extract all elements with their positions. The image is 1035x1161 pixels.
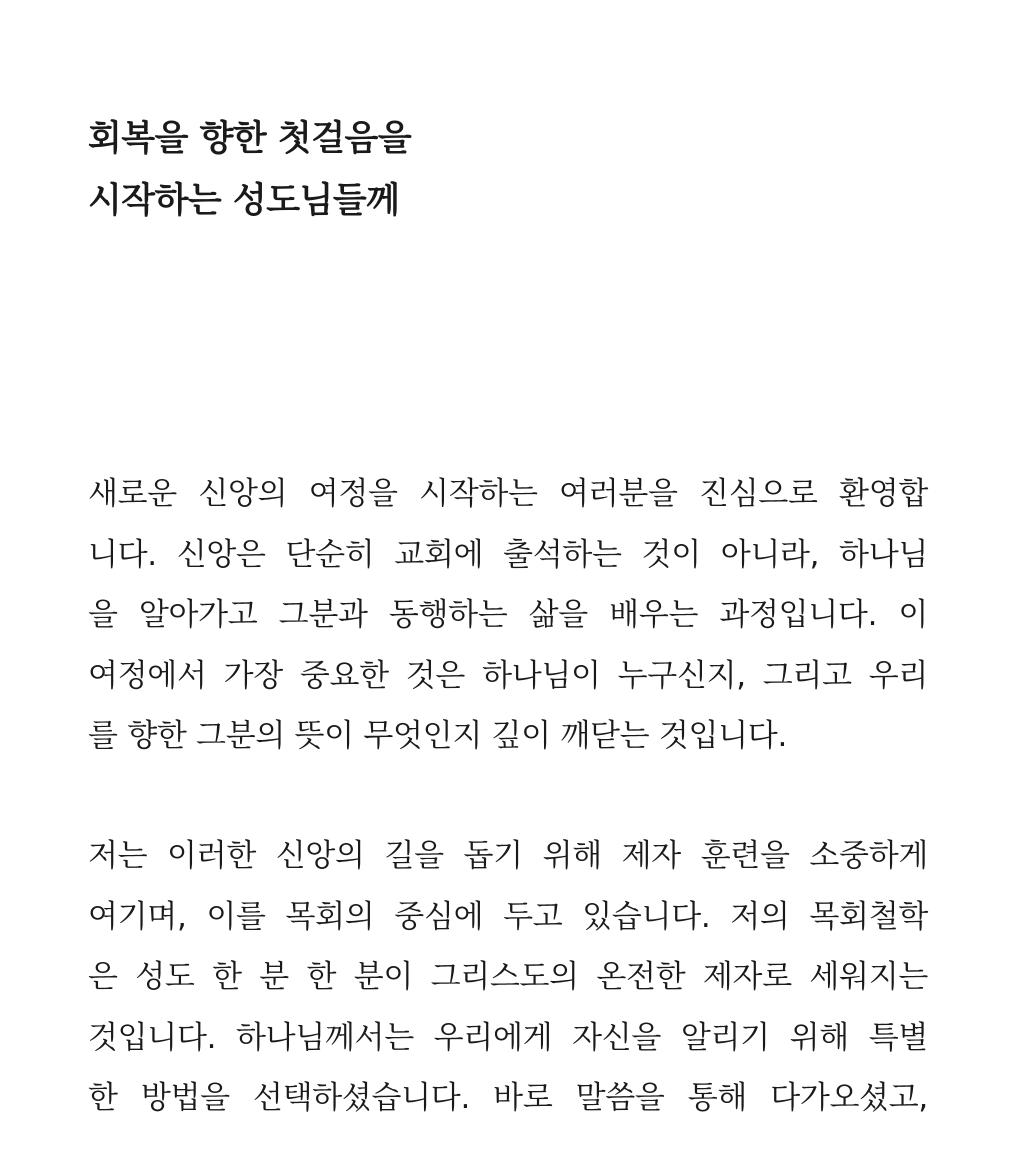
text-line: 여정에서 가장 중요한 것은 하나님이 누구신지, 그리고 우리: [88, 657, 928, 694]
title-line: 시작하는 성도님들께: [88, 181, 400, 221]
text-line: 한 방법을 선택하셨습니다. 바로 말씀을 통해 다가오셨고,: [88, 1080, 928, 1116]
text-line: 것입니다. 하나님께서는 우리에게 자신을 알리기 위해 특별: [88, 1019, 928, 1056]
text-line: 를 향한 그분의 뜻이 무엇인지 깊이 깨닫는 것입니다.: [88, 718, 787, 754]
text-line: 새로운 신앙의 여정을 시작하는 여러분을 진심으로 환영합: [88, 476, 928, 512]
paragraph-discipleship: [88, 826, 928, 1129]
text-line: 저는 이러한 신앙의 길을 돕기 위해 제자 훈련을 소중하게: [88, 838, 928, 874]
paragraph-welcome: [88, 464, 928, 767]
text-line: 을 알아가고 그분과 동행하는 삶을 배우는 과정입니다. 이: [88, 597, 928, 633]
text-line: 여기며, 이를 목회의 중심에 두고 있습니다. 저의 목회철학: [88, 898, 928, 935]
title-line: 회복을 향한 첫걸음을: [88, 119, 412, 159]
text-line: 은 성도 한 분 한 분이 그리스도의 온전한 제자로 세워지는: [88, 959, 928, 995]
text-line: 니다. 신앙은 단순히 교회에 출석하는 것이 아니라, 하나님: [88, 536, 928, 573]
page-title: [88, 108, 411, 232]
document-page: [88, 0, 928, 1161]
